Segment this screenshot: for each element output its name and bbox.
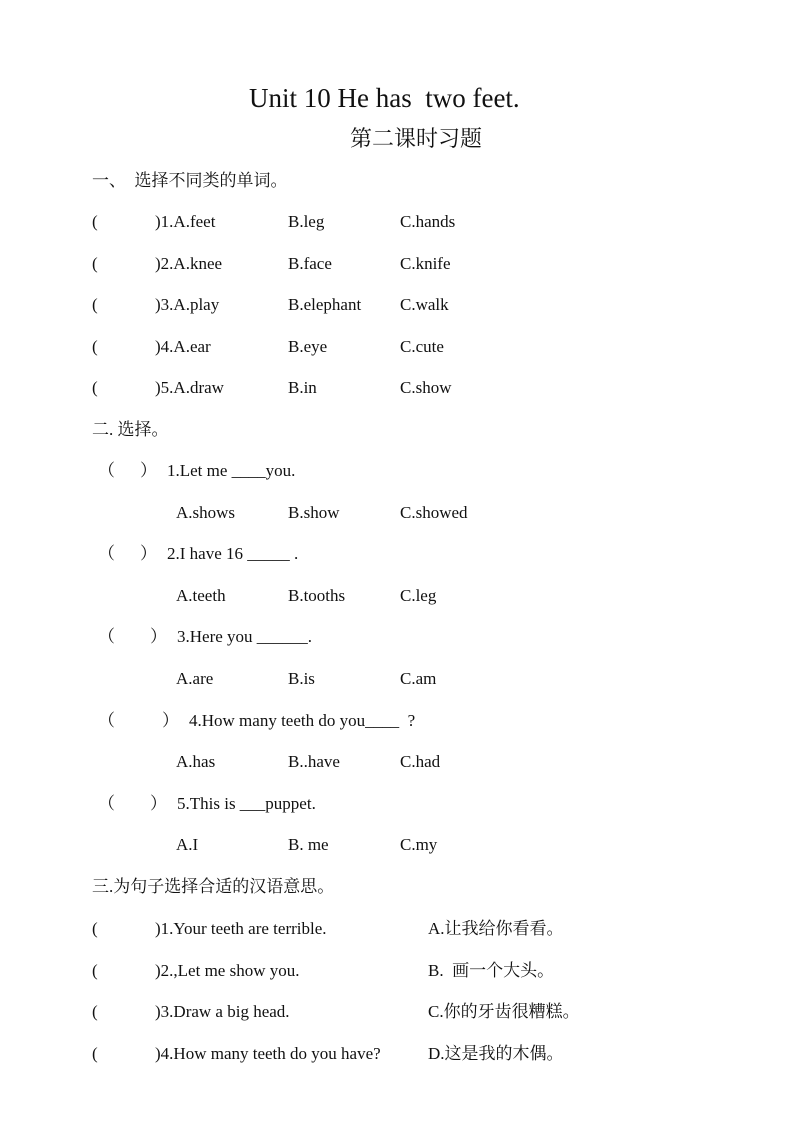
option-b: B.is — [288, 668, 315, 688]
option-c: C.cute — [400, 336, 444, 356]
chinese-meaning: B. 画一个大头。 — [428, 960, 555, 980]
option-a: A.has — [176, 752, 216, 772]
answer-paren-open: （ — [98, 627, 115, 647]
option-b: B.show — [288, 502, 340, 522]
answer-paren-close: ） — [150, 627, 167, 647]
option-b: B.elephant — [288, 295, 362, 314]
option-b: B.in — [288, 378, 317, 397]
answer-paren-open: （ — [98, 793, 115, 813]
option-a: )5.A.draw — [155, 378, 224, 397]
option-a: A.teeth — [176, 585, 226, 605]
answer-paren-close: ） — [140, 544, 157, 564]
option-a: )2.A.knee — [155, 253, 223, 273]
answer-paren-open: （ — [98, 710, 115, 730]
question-text: 3.Here you ______. — [177, 627, 313, 647]
chinese-meaning: C.你的牙齿很糟糕。 — [428, 1002, 580, 1021]
option-c: C.leg — [400, 585, 437, 605]
option-a: )1.A.feet — [155, 212, 216, 231]
option-c: C.am — [400, 668, 437, 688]
answer-paren: ( — [92, 336, 98, 356]
answer-paren: ( — [92, 212, 98, 231]
option-c: C.walk — [400, 295, 449, 314]
option-b: B..have — [288, 752, 340, 772]
answer-paren-close: ） — [150, 793, 167, 813]
option-b: B.eye — [288, 336, 328, 356]
answer-paren: ( — [92, 1002, 98, 1021]
option-c: C.my — [400, 835, 438, 855]
answer-paren-close: ） — [162, 710, 179, 730]
chinese-meaning: A.让我给你看看。 — [428, 919, 564, 938]
answer-paren: ( — [92, 1043, 98, 1063]
option-c: C.showed — [400, 502, 468, 522]
section-3-heading: 三.为句子选择合适的汉语意思。 — [92, 877, 335, 896]
option-c: C.knife — [400, 253, 451, 273]
english-sentence: )1.Your teeth are terrible. — [155, 919, 327, 938]
section-1-heading: 一、 选择不同类的单词。 — [92, 171, 288, 190]
question-text: 4.How many teeth do you____ ? — [189, 710, 416, 730]
english-sentence: )3.Draw a big head. — [155, 1002, 290, 1021]
chinese-meaning: D.这是我的木偶。 — [428, 1043, 564, 1063]
option-a: A.are — [176, 668, 214, 688]
option-b: B. me — [288, 835, 329, 855]
answer-paren: ( — [92, 253, 98, 273]
option-c: C.hands — [400, 212, 456, 231]
answer-paren: ( — [92, 295, 98, 314]
question-text: 5.This is ___puppet. — [177, 793, 316, 813]
answer-paren: ( — [92, 378, 98, 397]
option-b: B.leg — [288, 212, 325, 231]
option-a: )3.A.play — [155, 295, 220, 314]
answer-paren-open: （ — [98, 461, 115, 480]
answer-paren: ( — [92, 919, 98, 938]
answer-paren: ( — [92, 960, 98, 980]
english-sentence: )4.How many teeth do you have? — [155, 1043, 381, 1063]
option-b: B.tooths — [288, 585, 346, 605]
section-2-heading: 二. 选择。 — [92, 420, 169, 439]
option-b: B.face — [288, 253, 332, 273]
option-a: )4.A.ear — [155, 336, 211, 356]
question-text: 2.I have 16 _____ . — [167, 544, 299, 564]
answer-paren-close: ） — [140, 461, 157, 480]
question-text: 1.Let me ____you. — [167, 461, 296, 480]
option-c: C.show — [400, 378, 452, 397]
option-a: A.I — [176, 835, 199, 855]
english-sentence: )2.,Let me show you. — [155, 960, 300, 980]
page-subtitle: 第二课时习题 — [350, 126, 483, 151]
page-title: Unit 10 He has two feet. — [249, 83, 520, 113]
option-c: C.had — [400, 752, 441, 772]
answer-paren-open: （ — [98, 544, 115, 564]
option-a: A.shows — [176, 502, 236, 522]
